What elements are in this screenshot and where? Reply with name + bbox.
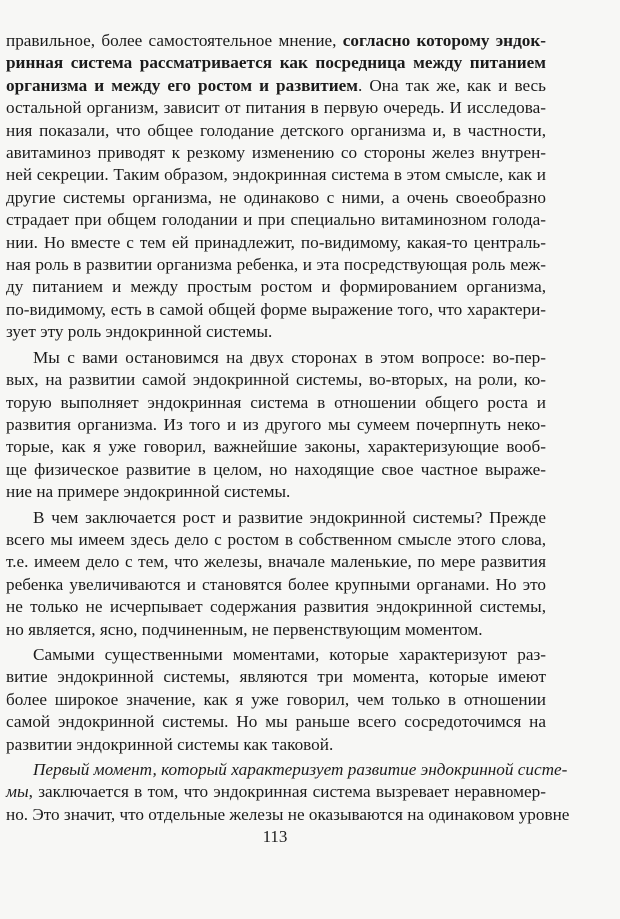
text-line: по-видимому, есть в самой общей форме выражение того, что характери- [6,299,546,319]
italic-text-line: Первый момент, который характеризует развитие эндокринной систе- [33,760,568,779]
text-line: витие эндокринной системы, являются три момента, которые имеют [6,667,546,687]
text-line: Мы с вами остановимся на двух сторонах в этом вопросе: во-пер- [33,347,546,367]
paragraph-2 [6,347,546,504]
page-number: 113 [262,827,288,846]
text-line: вых, на развитии самой эндокринной системы, во-вторых, на роли, ко- [6,370,546,390]
text-line: развитии эндокринной системы как таковой. [6,734,334,754]
text-line: ния показали, что общее голодание детского организма и, в частности, [6,120,546,140]
text-line: всего мы имеем здесь дело с ростом в собственном смысле этого слова, [6,529,546,549]
text-line: В чем заключается рост и развитие эндокринной системы? Прежде [33,507,546,527]
text-line: ду питанием и между простым ростом и формированием организма, [6,277,546,297]
text-line: но. Это значит, что отдельные железы не оказываются на одинаковом уровне [6,804,570,824]
bold-text-line: ринная система рассматривается как посредница между питанием [6,53,546,73]
text-line: страдает при общем голодании и при специально витаминозном голода- [6,210,546,230]
text-line: самой эндокринной системы. Но мы раньше всего сосредоточимся на [6,712,546,732]
text-line: т.е. имеем дело с тем, что железы, вначале маленькие, по мере развития [6,552,546,572]
text-line: не только не исчерпывает содержания развития эндокринной системы, [6,597,546,617]
text-line [6,75,546,97]
text-line: более широкое значение, как я уже говорил, чем только в отношении [6,689,546,709]
text-line: другие системы организма, не одинаково с ними, а очень своеобразно [6,187,546,207]
body-text [6,30,570,826]
text-line: торую выполняет эндокринная система в отношении общего роста и [6,392,546,412]
text-line [6,781,546,803]
text-run: . Она так же, как и весь [357,75,546,95]
paragraph-4 [6,644,546,756]
text-line: нии. Но вместе с тем ей принадлежит, по-видимому, какая-то централь- [6,232,546,252]
text-line: ней секреции. Таким образом, эндокринная система в этом смысле, как и [6,165,546,185]
text-line: зует эту роль эндокринной системы. [6,322,273,342]
text-line: но является, ясно, подчиненным, не первенствующим моментом. [6,619,483,639]
paragraph-1 [6,30,546,344]
text-line: авитаминоз приводят к резкому изменению со стороны желез внутрен- [6,143,546,163]
italic-text-run: мы [6,782,29,802]
text-line: ние на примере эндокринной системы. [6,482,291,502]
text-line: Самыми существенными моментами, которые характеризуют раз- [33,644,546,664]
text-line: развития организма. Из того и из другого мы сумеем почерпнуть неко- [6,414,546,434]
bold-text-run: организма и между его ростом и развитием [6,75,358,95]
text-line: торые, как я уже говорил, важнейшие законы, характеризующие вооб- [6,437,546,457]
bold-text-run: согласно которому эндок- [342,31,546,50]
paragraph-3 [6,507,546,641]
text-run: , заключается в том, что эндокринная система вызревает неравномер- [28,782,546,802]
text-run: правильное, более самостоятельное мнение, [6,31,343,50]
text-line: ребенка увеличиваются и становятся более крупными органами. Но это [6,574,546,594]
text-line: ще физическое развитие в целом, но находящие свое частное выраже- [6,459,546,479]
text-line: ная роль в развитии организма ребенка, и эта посредствующая роль меж- [6,255,546,275]
paragraph-5 [6,759,570,826]
text-line [6,30,546,52]
text-line: остальной организм, зависит от питания в первую очередь. И исследова- [6,98,546,118]
